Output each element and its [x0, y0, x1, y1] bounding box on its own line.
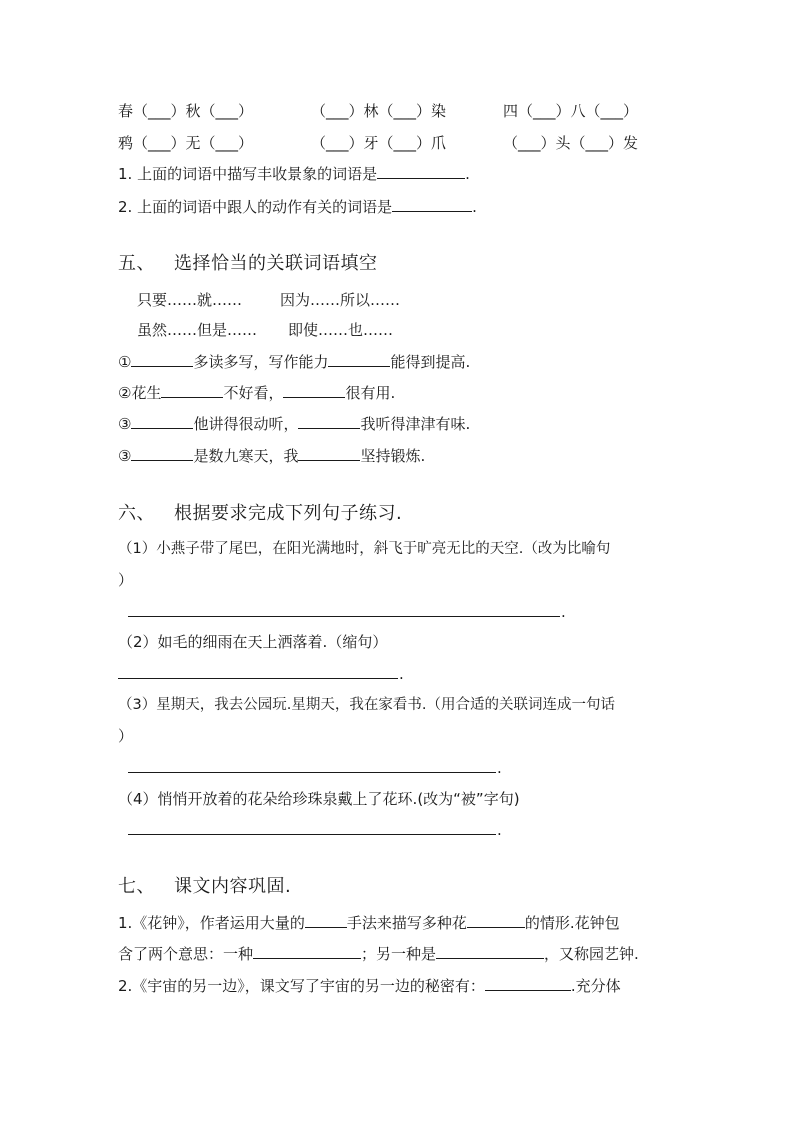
word-group-6: （___）头（___）发	[503, 134, 639, 152]
answer-blank[interactable]	[283, 383, 345, 398]
section-number: 七、	[118, 876, 155, 897]
period: .	[399, 665, 404, 683]
review-text: 含了两个意思：一种	[118, 945, 254, 963]
answer-blank[interactable]	[161, 383, 223, 398]
item-mark: ③	[118, 415, 132, 433]
fill-item-1	[118, 352, 470, 372]
answer-blank[interactable]	[131, 352, 193, 367]
review-text: 的情形.花钟包	[524, 914, 620, 932]
item-mark: ②花生	[118, 384, 162, 402]
answer-blank[interactable]	[485, 976, 571, 991]
answer-blank[interactable]	[131, 414, 193, 429]
review-text: ；另一种是	[361, 945, 437, 963]
review-text: 手法来描写多种花	[346, 914, 467, 932]
section-title: 课文内容巩固.	[174, 876, 292, 897]
item-text: 坚持锻炼.	[360, 447, 426, 465]
period: .	[465, 165, 470, 183]
item-mark: ③	[118, 447, 132, 465]
period: .	[497, 821, 502, 839]
section-title: 选择恰当的关联词语填空	[174, 253, 378, 274]
review-line-3	[118, 976, 621, 996]
review-line-1	[118, 913, 620, 933]
item-text: 能得到提高.	[390, 353, 471, 371]
question-text: 2. 上面的词语中跟人的动作有关的词语是	[118, 198, 393, 216]
question-4-1	[118, 164, 470, 184]
section-5-heading	[118, 252, 378, 276]
word-group-2: （___）林（___）染	[311, 102, 447, 120]
option-1: 只要……就……	[137, 291, 243, 309]
word-group-3: 四（___）八（___）	[503, 102, 639, 120]
answer-blank[interactable]	[467, 913, 525, 928]
section-6-heading	[118, 502, 402, 526]
sentence-task-1-cont: ）	[118, 571, 134, 589]
answer-blank[interactable]	[305, 913, 347, 928]
sentence-task-3-cont: ）	[118, 727, 134, 745]
review-text: .充分体	[570, 977, 621, 995]
review-text: 1.《花钟》，作者运用大量的	[118, 914, 305, 932]
item-text: 他讲得很动听，	[193, 415, 299, 433]
word-group-1: 春（___）秋（___）	[118, 102, 254, 120]
review-text: ，又称园艺钟.	[544, 945, 639, 963]
item-text: 我听得津津有味.	[360, 415, 471, 433]
fill-item-3	[118, 414, 470, 434]
option-2: 因为……所以……	[280, 291, 401, 309]
answer-blank[interactable]	[253, 944, 361, 959]
section-7-heading	[118, 875, 291, 899]
answer-blank[interactable]	[298, 414, 360, 429]
sentence-task-4: （4）悄悄开放着的花朵给珍珠泉戴上了花环.(改为“被”字句)	[118, 790, 520, 808]
period: .	[472, 198, 477, 216]
item-text: 是数九寒天，我	[193, 447, 299, 465]
section-number: 六、	[118, 503, 155, 524]
answer-blank[interactable]	[328, 352, 390, 367]
answer-line-4[interactable]	[128, 834, 496, 835]
sentence-task-3: （3）星期天，我去公园玩.星期天，我在家看书.（用合适的关联词连成一句话	[118, 697, 615, 713]
sentence-task-2: （2）如毛的细雨在天上洒落着.（缩句）	[118, 633, 388, 651]
section-number: 五、	[118, 253, 155, 274]
answer-blank[interactable]	[298, 446, 360, 461]
word-group-4: 鸦（___）无（___）	[118, 134, 254, 152]
sentence-task-1: （1）小燕子带了尾巴，在阳光满地时，斜飞于旷亮无比的天空.（改为比喻句	[118, 541, 611, 557]
fill-item-2	[118, 383, 395, 403]
answer-line-2[interactable]	[118, 678, 398, 679]
option-3: 虽然……但是……	[137, 321, 258, 339]
period: .	[561, 603, 566, 621]
item-mark: ①	[118, 353, 132, 371]
question-text: 1. 上面的词语中描写丰收景象的词语是	[118, 165, 378, 183]
period: .	[497, 759, 502, 777]
answer-blank[interactable]	[436, 944, 544, 959]
item-text: 多读多写，写作能力	[193, 353, 329, 371]
item-text: 不好看，	[223, 384, 284, 402]
answer-blank[interactable]	[377, 164, 465, 179]
word-group-5: （___）牙（___）爪	[311, 134, 447, 152]
review-line-2	[118, 944, 639, 964]
answer-line-3[interactable]	[128, 772, 496, 773]
answer-blank[interactable]	[392, 197, 472, 212]
section-title: 根据要求完成下列句子练习.	[174, 503, 403, 524]
answer-blank[interactable]	[131, 446, 193, 461]
review-text: 2.《宇宙的另一边》，课文写了宇宙的另一边的秘密有：	[118, 977, 485, 995]
answer-line-1[interactable]	[128, 616, 560, 617]
option-4: 即使……也……	[288, 321, 394, 339]
question-4-2	[118, 197, 477, 217]
fill-item-4	[118, 446, 425, 466]
item-text: 很有用.	[345, 384, 396, 402]
